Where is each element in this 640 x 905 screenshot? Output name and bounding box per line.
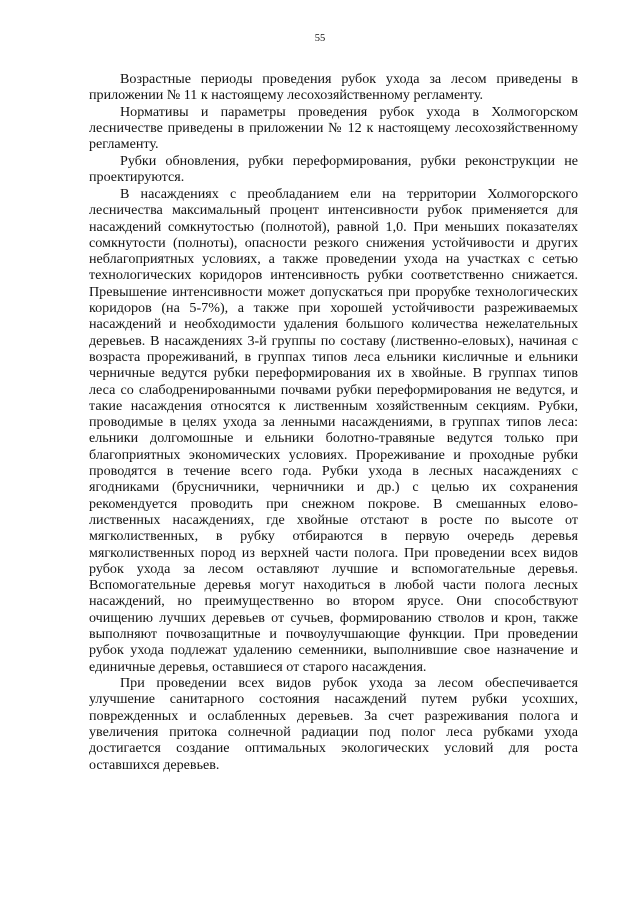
page-number: 55 — [314, 33, 326, 44]
paragraph-age-periods: Возрастные периоды проведения рубок ухода за лесом приведены в приложении № 11 к настоящему лесохозяйственному регламенту. — [89, 71, 578, 104]
paragraph-sanitary-improvement: При проведении всех видов рубок ухода за лесом обеспечивается улучшение санитарного состояния насаждений путем рубки усохших, поврежденных и ослабленных деревьев. За счет разреживания полога и увеличения притока солнечной радиации под полог леса рубками ухода достигается создание оптимальных экологических условий для роста оставшихся деревьев. — [89, 675, 578, 773]
document-body — [89, 71, 578, 773]
paragraph-not-designed: Рубки обновления, рубки переформирования, рубки реконструкции не проектируются. — [89, 153, 578, 186]
paragraph-norms-parameters: Нормативы и параметры проведения рубок ухода в Холмогорском лесничестве приведены в приложении № 12 к настоящему лесохозяйственному регламенту. — [89, 103, 578, 153]
paragraph-spruce-stands: В насаждениях с преобладанием ели на территории Холмогорского лесничества максимальный процент интенсивности рубок применяется для насаждений сомкнутостью (полнотой), равной 1,0. При меньших показателях сомкнутости (полноты), опасности резкого снижения устойчивости и других неблагоприятных условиях, а также проведении ухода на участках с сетью технологических коридоров интенсивность рубки соответственно снижается. Превышение интенсивности может допускаться при прорубке технологических коридоров (на 5-7%), а также при хорошей устойчивости разреживаемых насаждений и необходимости удаления большого количества нежелательных деревьев. В насаждениях 3-й группы по составу (лиственно-еловых), начиная с возраста прореживаний, в группах типов леса ельники кисличные и ельники черничные ведутся рубки переформирования их в хвойные. В группах типов леса со слабодренированными почвами рубки переформирования не ведутся, и такие насаждения относятся к лиственным хозяйственным секциям. Рубки, проводимые в целях ухода за ленными насаждениями, в группах типов леса: ельники долгомошные и ельники болотно-травяные ведутся только при благоприятных экономических условиях. Прореживание и проходные рубки проводятся в течение всего года. Рубки ухода в лесных насаждениях с ягодниками (брусничники, черничники и др.) с целью их сохранения рекомендуется проводить при снежном покрове. В смешанных елово-лиственных насаждениях, где хвойные отстают в росте по высоте от мягколиственных, в рубку отбираются в первую очередь деревья мягколиственных пород из верхней части полога. При проведении всех видов рубок ухода за лесом оставляют лучшие и вспомогательные деревья. Вспомогательные деревья могут находиться в любой части полога лесных насаждений, но преимущественно во втором ярусе. Они способствуют очищению лучших деревьев от сучьев, формированию стволов и крон, также выполняют почвозащитные и почвоулучшающие функции. При проведении рубок ухода подлежат удалению семенники, выполнившие свое назначение и единичные деревья, оставшиеся от старого насаждения. — [89, 185, 578, 675]
